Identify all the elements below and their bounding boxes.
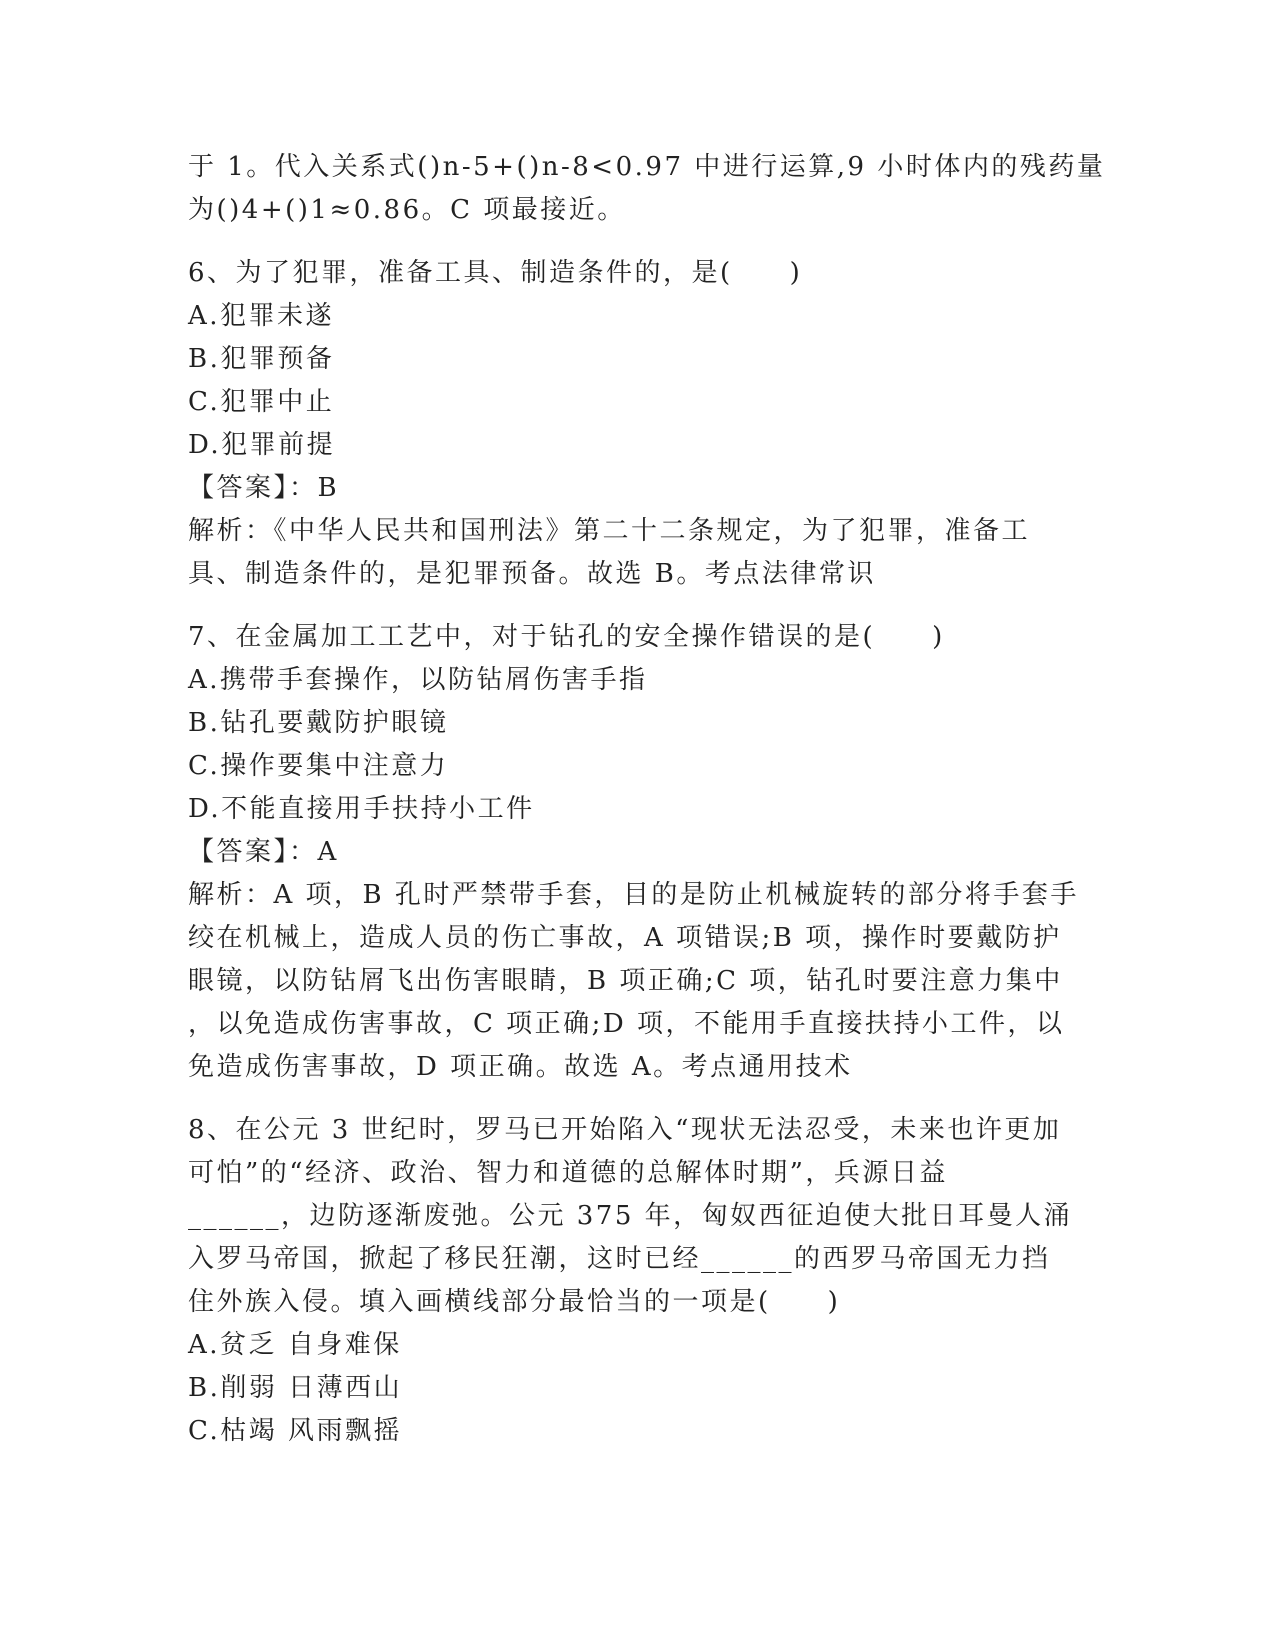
question-stem: 7、在金属加工工艺中，对于钻孔的安全操作错误的是( ): [188, 622, 945, 652]
analysis-line: 眼镜，以防钻屑飞出伤害眼睛，B 项正确;C 项，钻孔时要注意力集中: [188, 966, 1063, 996]
analysis-line: 具、制造条件的，是犯罪预备。故选 B。考点法律常识: [188, 559, 876, 589]
option-c: C.犯罪中止: [188, 387, 335, 417]
question-stem-line: ______，边防逐渐废弛。公元 375 年，匈奴西征迫使大批日耳曼人涌: [188, 1201, 1073, 1231]
option-d: D.不能直接用手扶持小工件: [188, 794, 535, 824]
intro-line: 为()4+()1≈0.86。C 项最接近。: [188, 195, 626, 225]
option-d: D.犯罪前提: [188, 430, 336, 460]
option-a: A.犯罪未遂: [188, 301, 335, 331]
option-c: C.操作要集中注意力: [188, 751, 449, 781]
option-b: B.削弱 日薄西山: [188, 1373, 403, 1403]
question-stem-line: 8、在公元 3 世纪时，罗马已开始陷入“现状无法忍受，未来也许更加: [188, 1115, 1062, 1145]
option-a: A.携带手套操作，以防钻屑伤害手指: [188, 665, 648, 695]
question-stem: 6、为了犯罪，准备工具、制造条件的，是( ): [188, 258, 803, 288]
analysis-line: 绞在机械上，造成人员的伤亡事故，A 项错误;B 项，操作时要戴防护: [188, 923, 1062, 953]
option-b: B.钻孔要戴防护眼镜: [188, 708, 449, 738]
question-6: [188, 252, 1088, 596]
question-stem-line: 住外族入侵。填入画横线部分最恰当的一项是( ): [188, 1287, 841, 1317]
question-stem-line: 入罗马帝国，掀起了移民狂潮，这时已经______的西罗马帝国无力挡: [188, 1244, 1051, 1274]
question-8: [188, 1109, 1088, 1453]
document-page: [188, 146, 1106, 1453]
answer: 【答案】：A: [188, 837, 339, 867]
analysis-line: 免造成伤害事故，D 项正确。故选 A。考点通用技术: [188, 1052, 853, 1082]
intro-analysis: [188, 146, 1106, 232]
option-a: A.贫乏 自身难保: [188, 1330, 402, 1360]
option-c: C.枯竭 风雨飘摇: [188, 1416, 402, 1446]
analysis-line: 解析：《中华人民共和国刑法》第二十二条规定，为了犯罪，准备工: [188, 516, 1031, 546]
question-7: [188, 616, 1088, 1089]
question-stem-line: 可怕”的“经济、政治、智力和道德的总解体时期”，兵源日益: [188, 1158, 948, 1188]
analysis-line: 解析：A 项，B 孔时严禁带手套，目的是防止机械旋转的部分将手套手: [188, 880, 1079, 910]
intro-line: 于 1。代入关系式()n-5+()n-8<0.97 中进行运算,9 小时体内的残药量: [188, 152, 1106, 182]
option-b: B.犯罪预备: [188, 344, 335, 374]
analysis-line: ，以免造成伤害事故，C 项正确;D 项，不能用手直接扶持小工件，以: [188, 1009, 1065, 1039]
answer: 【答案】：B: [188, 473, 340, 503]
